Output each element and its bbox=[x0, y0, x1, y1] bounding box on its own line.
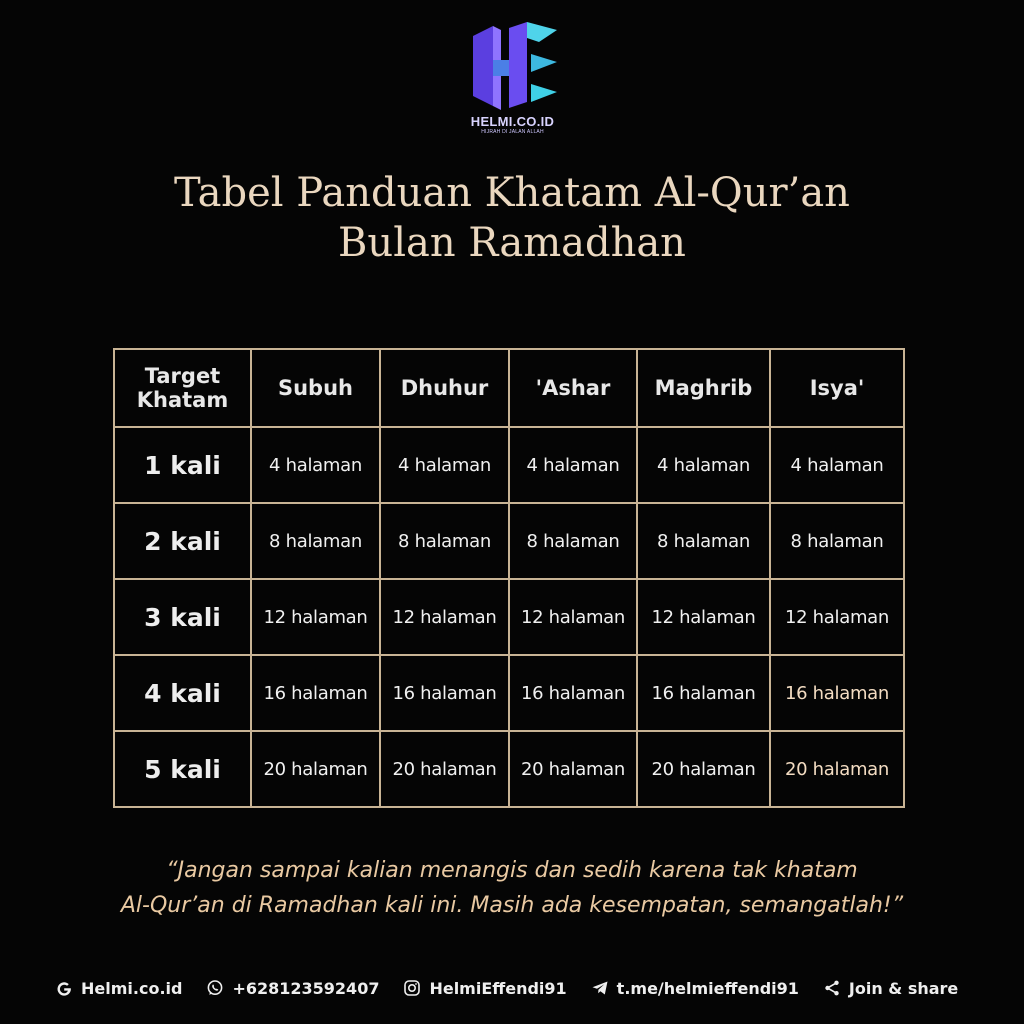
footer-telegram-text: t.me/helmieffendi91 bbox=[616, 978, 799, 998]
motivational-quote bbox=[0, 853, 1024, 923]
table-cell: 20 halaman bbox=[637, 731, 770, 807]
table-cell: 8 halaman bbox=[637, 503, 770, 579]
table-cell: 16 halaman bbox=[509, 655, 637, 731]
table-cell: 20 halaman bbox=[380, 731, 509, 807]
table-cell: 4 halaman bbox=[770, 427, 904, 503]
header-ashar: 'Ashar bbox=[509, 349, 637, 427]
table-cell: 16 halaman bbox=[637, 655, 770, 731]
title-line-2: Bulan Ramadhan bbox=[338, 220, 686, 266]
row-label: 5 kali bbox=[114, 731, 251, 807]
row-label: 4 kali bbox=[114, 655, 251, 731]
table-cell: 20 halaman bbox=[770, 731, 904, 807]
row-label: 3 kali bbox=[114, 579, 251, 655]
table-cell: 8 halaman bbox=[251, 503, 380, 579]
table-cell: 12 halaman bbox=[637, 579, 770, 655]
table-cell: 8 halaman bbox=[380, 503, 509, 579]
header-target-line-1: Target bbox=[144, 364, 221, 388]
footer-instagram-link[interactable] bbox=[403, 979, 566, 998]
page-title bbox=[0, 168, 1024, 268]
header-target-khatam bbox=[114, 349, 251, 427]
brand-logo bbox=[455, 20, 570, 135]
table-cell: 4 halaman bbox=[380, 427, 509, 503]
footer-website-link[interactable] bbox=[55, 979, 182, 998]
title-line-1: Tabel Panduan Khatam Al-Qur’an bbox=[174, 170, 850, 216]
row-label: 2 kali bbox=[114, 503, 251, 579]
header-isya: Isya' bbox=[770, 349, 904, 427]
khatam-guide-table bbox=[113, 348, 905, 808]
table-cell: 12 halaman bbox=[380, 579, 509, 655]
share-icon bbox=[823, 979, 841, 997]
table-cell: 8 halaman bbox=[770, 503, 904, 579]
table-cell: 16 halaman bbox=[251, 655, 380, 731]
footer-share-text: Join & share bbox=[848, 978, 959, 998]
logo-mark-icon bbox=[465, 20, 561, 112]
footer-instagram-text: HelmiEffendi91 bbox=[429, 978, 567, 998]
instagram-icon bbox=[403, 979, 421, 997]
header-maghrib: Maghrib bbox=[637, 349, 770, 427]
quote-line-2: Al-Qur’an di Ramadhan kali ini. Masih ada kesempatan, semangatlah!” bbox=[120, 893, 904, 918]
header-subuh: Subuh bbox=[251, 349, 380, 427]
table-cell: 12 halaman bbox=[509, 579, 637, 655]
table-cell: 20 halaman bbox=[251, 731, 380, 807]
table-cell: 20 halaman bbox=[509, 731, 637, 807]
table-cell: 4 halaman bbox=[637, 427, 770, 503]
table-row bbox=[114, 579, 904, 655]
table-cell: 16 halaman bbox=[770, 655, 904, 731]
table-row bbox=[114, 503, 904, 579]
footer-website-text: Helmi.co.id bbox=[81, 978, 183, 998]
header-dhuhur: Dhuhur bbox=[380, 349, 509, 427]
footer-telegram-link[interactable] bbox=[591, 979, 799, 998]
google-icon bbox=[55, 979, 73, 997]
table-header-row bbox=[114, 349, 904, 427]
quote-line-1: “Jangan sampai kalian menangis dan sedih karena tak khatam bbox=[166, 858, 858, 883]
row-label: 1 kali bbox=[114, 427, 251, 503]
telegram-icon bbox=[591, 979, 609, 997]
table-cell: 16 halaman bbox=[380, 655, 509, 731]
whatsapp-icon bbox=[206, 979, 224, 997]
header-target-line-2: Khatam bbox=[136, 388, 229, 412]
table-row bbox=[114, 731, 904, 807]
table-cell: 4 halaman bbox=[509, 427, 637, 503]
logo-name: HELMI.CO.ID bbox=[470, 114, 555, 129]
logo-tagline: HIJRAH DI JALAN ALLAH bbox=[481, 129, 544, 135]
footer-whatsapp-text: +628123592407 bbox=[232, 978, 380, 998]
footer-whatsapp-link[interactable] bbox=[206, 979, 379, 998]
footer-share-button[interactable] bbox=[823, 979, 958, 998]
table-cell: 4 halaman bbox=[251, 427, 380, 503]
footer-contacts bbox=[55, 975, 985, 1001]
table-cell: 12 halaman bbox=[251, 579, 380, 655]
table-cell: 8 halaman bbox=[509, 503, 637, 579]
table-row bbox=[114, 427, 904, 503]
table-row bbox=[114, 655, 904, 731]
table-cell: 12 halaman bbox=[770, 579, 904, 655]
